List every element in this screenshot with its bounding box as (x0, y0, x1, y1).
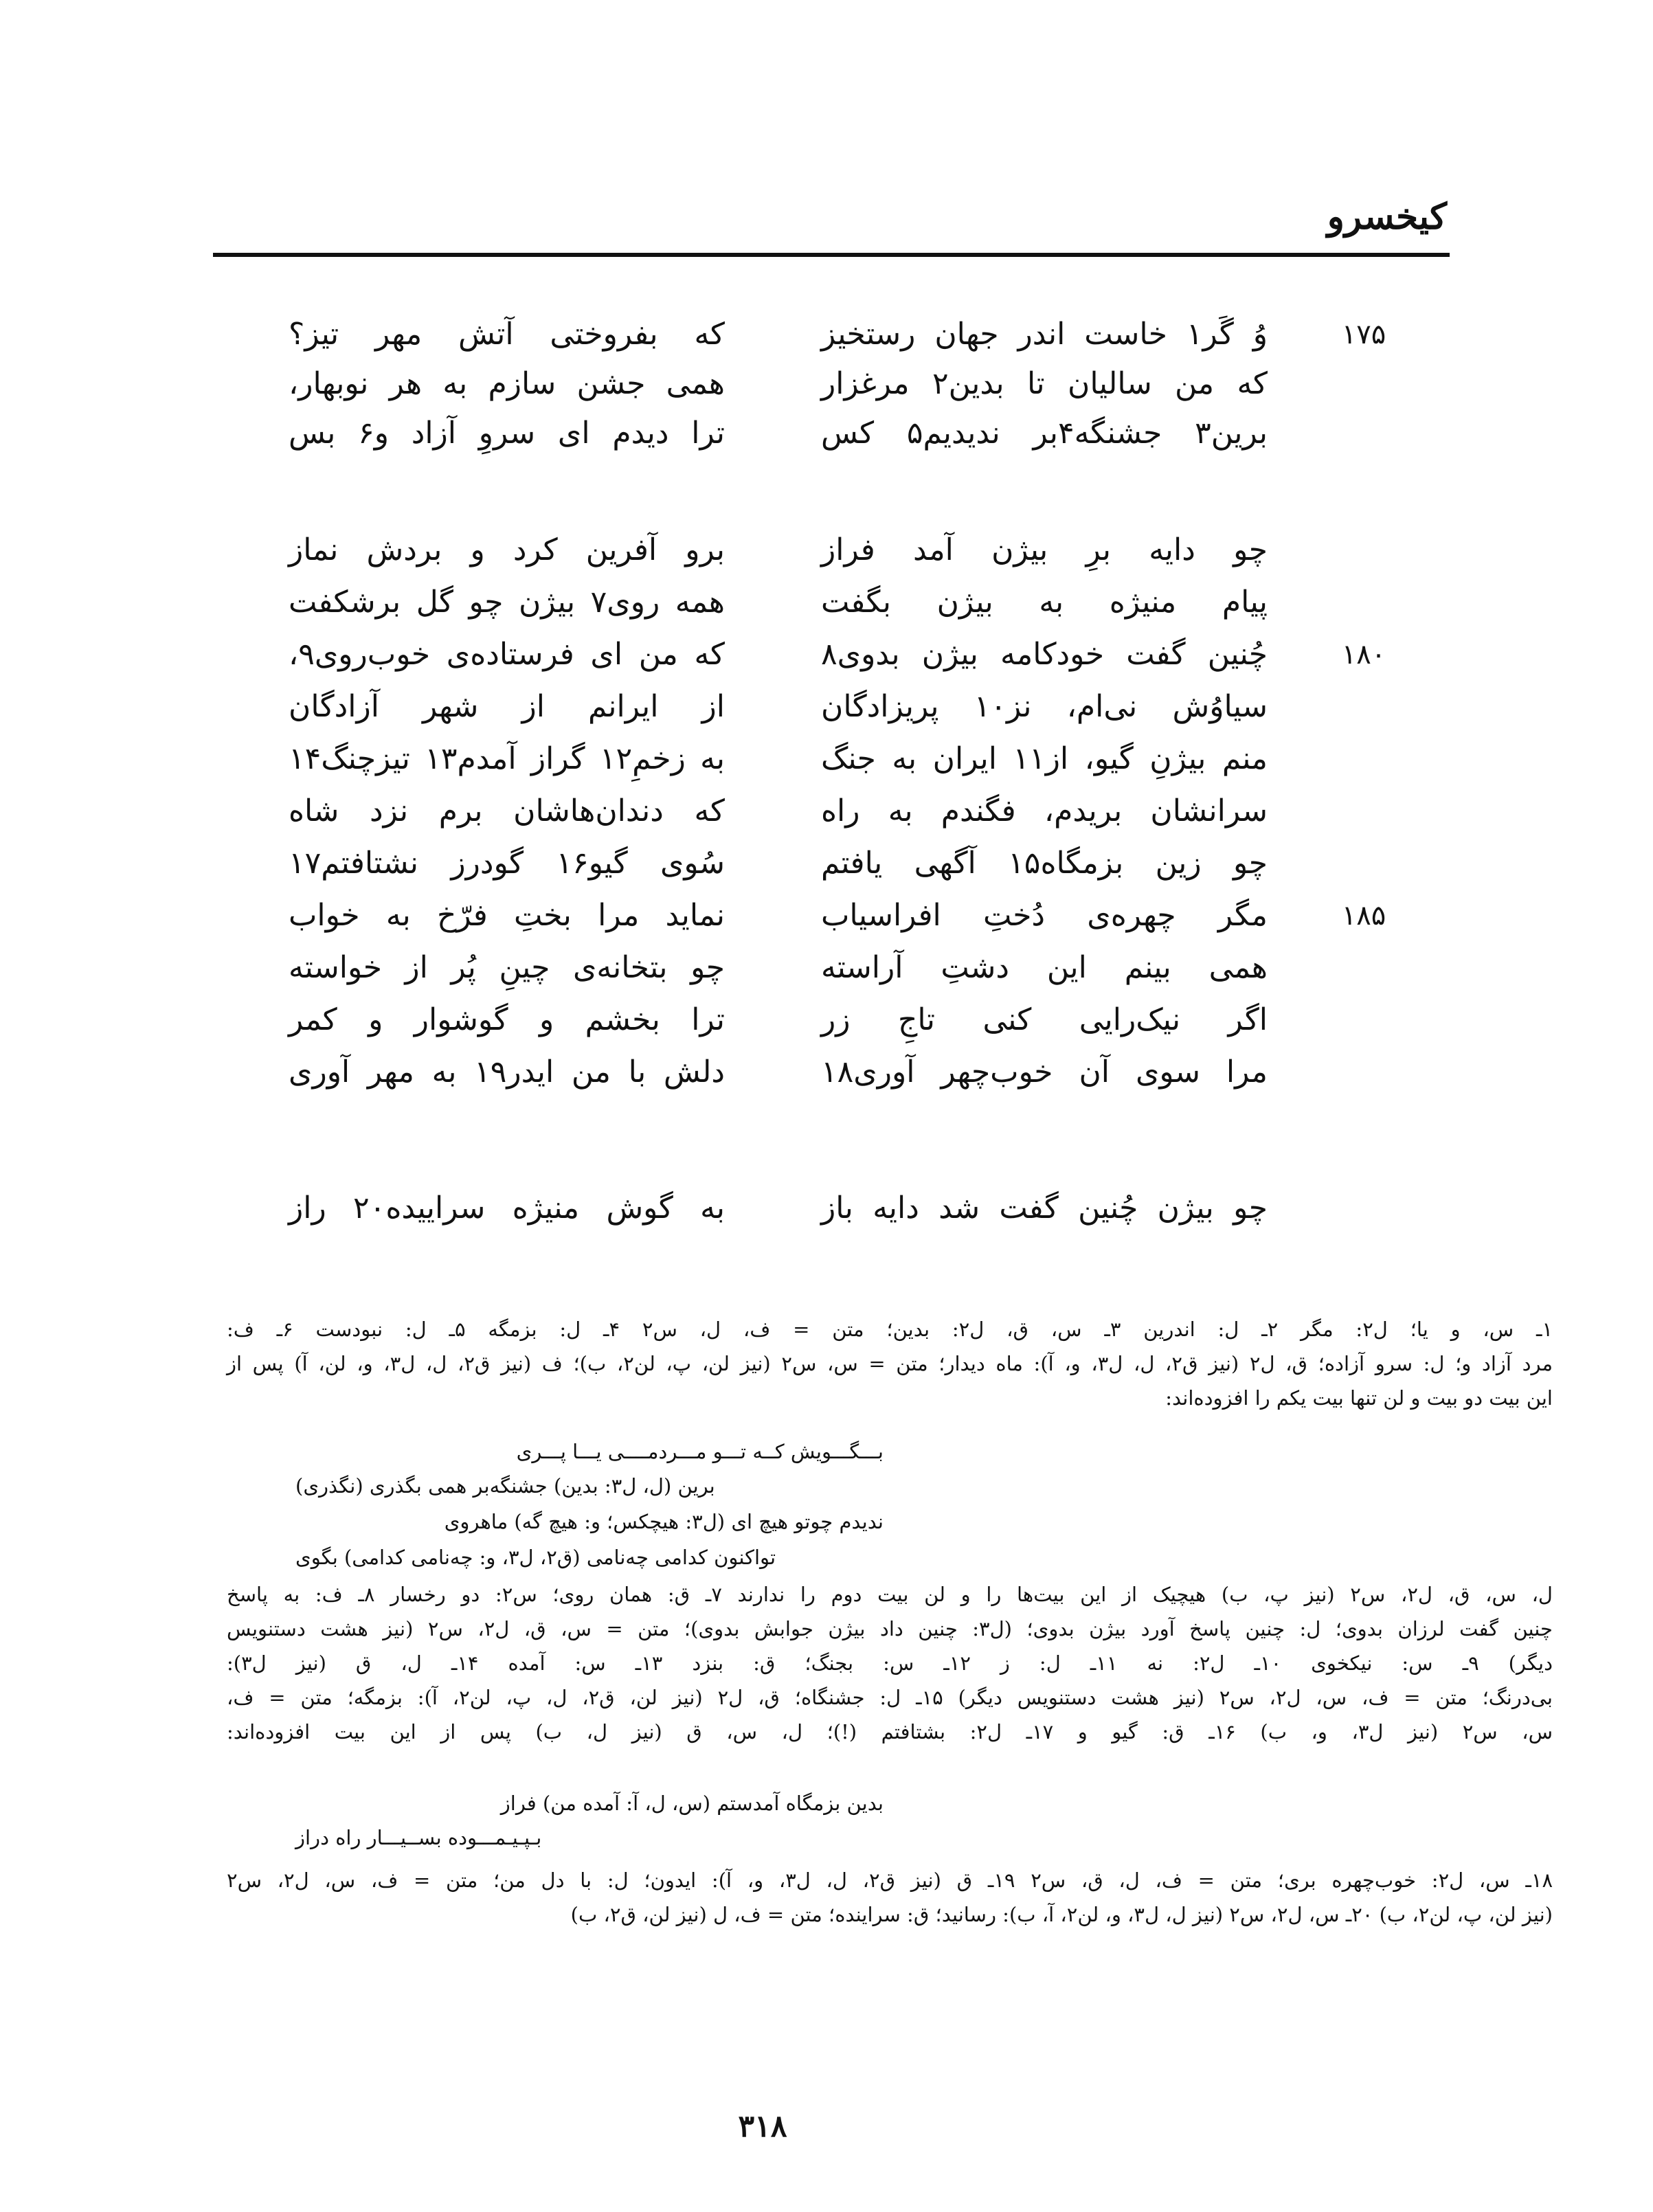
second-hemistich: برو آفرین کرد و بردش نماز (289, 532, 725, 567)
footnote-line: س، س۲ (نیز ل۳، و، ب) ۱۶ـ ق: گیو و ۱۷ـ ل۲: بشتافتم (!)؛ ل، س، ق (نیز ل، ب) پس از این بیت افزوده‌اند: (227, 1720, 1553, 1743)
second-hemistich: ترا دیدم ای سروِ آزاد و۶ بس (289, 416, 726, 451)
verse-row (0, 995, 1653, 1046)
verse-row (0, 943, 1653, 993)
footnote-line: دیگر) ۹ـ س: نیکخوی ۱۰ـ ل۲: نه ۱۱ـ ل: ز ۱۲ـ س: بجنگ؛ ق: بنزد ۱۳ـ س: آمده ۱۴ـ ل، ق (نیز ل۳): (227, 1651, 1553, 1675)
verse-row (0, 577, 1653, 628)
footnote-line: ۱ـ س، و یا؛ ل۲: مگر ۲ـ ل: اندرین ۳ـ س، ق، ل۲: بدین؛ متن = ف، ل، س۲ ۴ـ ل: بزمگه ۵ـ ل: نبودست ۶ـ ف: (227, 1318, 1553, 1341)
verse-row (0, 1047, 1653, 1098)
verse-number: ۱۸۵ (1341, 900, 1386, 932)
first-hemistich: همی بینم این دشتِ آراسته (821, 950, 1268, 985)
first-hemistich: مرا سوی آن خوب‌چهر آوری۱۸ (821, 1054, 1268, 1090)
second-hemistich: که من ای فرستاده‌ی خوب‌روی۹، (289, 637, 725, 672)
footnote-line: ل، س، ق، ل۲، س۲ (نیز پ، ب) هیچیک از این بیت‌ها را و لن بیت دوم را ندارند ۷ـ ق: همان روی؛ س۲: دو رخسار ۸ـ ف: به پاسخ (227, 1583, 1553, 1606)
running-header: کیخسرو (1327, 196, 1447, 238)
footnote-verse: تواکنون کدامی چه‌نامی (ق۲، ل۳، و: چه‌نامی کدامی) بگوی (295, 1546, 776, 1569)
verse-row (0, 734, 1653, 785)
first-hemistich: پیام منیژه به بیژن بگفت (821, 585, 1268, 620)
footnote-verse: برین (ل، ل۳: بدین) جشنگه‌بر همی بگذری (نگذری) (295, 1474, 715, 1498)
footnote-line: ۱۸ـ س، ل۲: خوب‌چهره بری؛ متن = ف، ل، ق، س۲ ۱۹ـ ق (نیز ق۲، ل، ل۳، و، آ): ایدون؛ ل: با دل من؛ متن = ف، س، ل۲، س۲ (227, 1869, 1553, 1892)
second-hemistich: به زخمِ۱۲ گراز آمدم۱۳ تیزچنگ۱۴ (289, 741, 725, 776)
footnote-verse: بـــگـــویش کــه تـــو مـــردمــــی یـــا پـــری (516, 1440, 884, 1463)
verse-row (0, 309, 1653, 360)
verse-number: ۱۸۰ (1341, 639, 1386, 670)
second-hemistich: نماید مرا بختِ فرّخ به خواب (289, 898, 725, 933)
verse-row (0, 525, 1653, 576)
second-hemistich: همی جشن سازم به هر نوبهار، (289, 366, 725, 401)
footnote-line: این بیت دو بیت و لن تنها بیت یکم را افزوده‌اند: (1165, 1386, 1553, 1410)
second-hemistich: دلش با من ایدر۱۹ به مهر آوری (289, 1054, 725, 1090)
footnote-line: مرد آزاد و؛ ل: سرو آزاده؛ ق، ل۲ (نیز ق۲، ل، ل۳، و، آ): ماه دیدار؛ متن = س، س۲ (نیز لن، پ، لن۲، ب)؛ ف (نیز ق۲، ل، ل۳، و، لن، آ) پس از (227, 1352, 1553, 1375)
second-hemistich: سُوی گیو۱۶ گودرز نشتافتم۱۷ (289, 846, 726, 881)
second-hemistich: که دندان‌هاشان برم نزد شاه (289, 793, 725, 828)
first-hemistich: منم بیژنِ گیو، از۱۱ ایران به جنگ (821, 741, 1268, 776)
footnote-line: بی‌درنگ؛ متن = ف، س، ل۲، س۲ (نیز هشت دستنویس دیگر) ۱۵ـ ل: جشنگاه؛ ق، ل۲ (نیز لن، ق۲، ل، پ، لن۲، آ): بزمگه؛ متن = ف، (227, 1686, 1553, 1709)
first-hemistich: چو بیژن چُنین گفت شد دایه باز (821, 1190, 1268, 1226)
footnote-verse: بـپـیـمـــوده بســیـــار راه دراز (295, 1826, 542, 1849)
first-hemistich: مگر چهره‌ی دُختِ افراسیاب (821, 898, 1268, 933)
second-hemistich: به گوش منیژه سراییده۲۰ راز (289, 1190, 725, 1226)
first-hemistich: چو زین بزمگاه۱۵ آگهی یافتم (821, 846, 1268, 881)
footnote-verse: ندیدم چوتو هیچ ای (ل۳: هیچکس؛ و: هیچ گه) ماهروی (444, 1510, 884, 1533)
verse-row (0, 1183, 1653, 1234)
first-hemistich: سرانشان بریدم، فگندم به راه (821, 793, 1268, 828)
first-hemistich: برین۳ جشنگه۴بر ندیدیم۵ کس (821, 416, 1268, 451)
verse-row (0, 838, 1653, 889)
second-hemistich: همه روی۷ بیژن چو گل برشکفت (289, 585, 725, 620)
verse-row (0, 681, 1653, 732)
first-hemistich: چُنین گفت خودکامه بیژن بدوی۸ (821, 637, 1268, 672)
page-number: ۳۱۸ (738, 2109, 787, 2144)
second-hemistich: که بفروختی آتش مهر تیز؟ (289, 317, 725, 352)
first-hemistich: اگر نیک‌رایی کنی تاجِ زر (821, 1002, 1268, 1037)
first-hemistich: وُ گَر۱ خاست اندر جهان رستخیز (821, 317, 1268, 352)
first-hemistich: سیاوُش نی‌ام، نز۱۰ پریزادگان (821, 689, 1268, 724)
verse-number: ۱۷۵ (1341, 319, 1386, 350)
footnote-line: چنین گفت لرزان بدوی؛ ل: چنین پاسخ آورد بیژن بدوی؛ (ل۳: چنین داد بیژن جوابش بدوی)؛ متن = س، ق، ل۲، س۲ (نیز هشت دستنویس (227, 1617, 1553, 1640)
second-hemistich: ترا بخشم و گوشوار و کمر (289, 1002, 725, 1037)
header-rule (213, 253, 1450, 257)
verse-row (0, 359, 1653, 409)
second-hemistich: از ایرانم از شهر آزادگان (289, 689, 725, 724)
first-hemistich: چو دایه برِ بیژن آمد فراز (821, 532, 1268, 567)
verse-row (0, 629, 1653, 680)
footnote-verse: بدین بزمگاه آمدستم (س، ل، آ: آمده من) فراز (500, 1792, 884, 1815)
verse-row (0, 408, 1653, 459)
second-hemistich: چو بتخانه‌ی چینِ پُر از خواسته (289, 950, 725, 985)
first-hemistich: که من سالیان تا بدین۲ مرغزار (821, 366, 1268, 401)
verse-row (0, 890, 1653, 941)
verse-row (0, 786, 1653, 837)
footnote-line: (نیز لن، پ، لن۲، ب) ۲۰ـ س، ل۲، س۲ (نیز ل، ل۳، و، لن۲، آ، ب): رسانید؛ ق: سراینده؛ متن = ف، ل (نیز لن، ق۲، ب) (570, 1903, 1553, 1926)
